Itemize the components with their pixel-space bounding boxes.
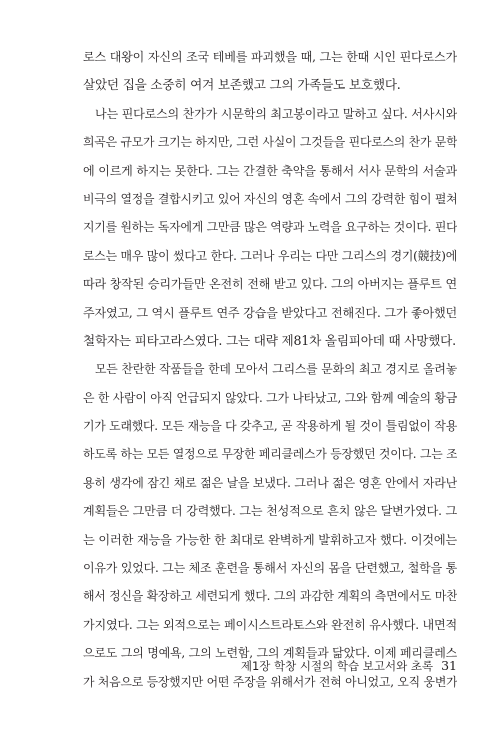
text-line: 희곡은 규모가 크기는 하지만, 그런 사실이 그것들을 핀다로스의 찬가 문학 <box>83 135 457 150</box>
text-line: 기가 도래했다. 모든 재능을 다 갖추고, 곧 작용하게 될 것이 틀림없이 작용 <box>83 419 457 434</box>
text-line: 하도록 하는 모든 열정으로 무장한 페리클레스가 등장했던 것이다. 그는 조 <box>83 447 457 462</box>
text-line: 철학자는 피타고라스였다. 그는 대략 제81차 올림피아데 때 사망했다. <box>83 332 456 348</box>
text-line: 살았던 집을 소중히 여겨 보존했고 그의 가족들도 보호했다. <box>83 77 401 93</box>
text-line: 로스 대왕이 자신의 조국 테베를 파괴했을 때, 그는 한때 시인 핀다로스가 <box>83 50 457 64</box>
text-line: 비극의 열정을 결합시키고 있어 자신의 영혼 속에서 그의 강력한 힘이 펼쳐 <box>83 191 457 206</box>
text-line: 가지였다. 그는 외적으로는 페이시스트라토스와 완전히 유사했다. 내면적 <box>83 617 457 632</box>
running-footer <box>83 655 457 677</box>
text-line: 으로도 그의 명예욕, 그의 노련함, 그의 계획들과 닮았다. 이제 페리클레스 <box>83 646 457 661</box>
text-line: 모든 찬란한 작품들을 한데 모아서 그리스를 문화의 최고 경지로 올려놓 <box>95 362 457 377</box>
text-line: 나는 핀다로스의 찬가가 시문학의 최고봉이라고 말하고 싶다. 서사시와 <box>95 106 457 121</box>
text-line: 지기를 원하는 독자에게 그만큼 많은 역량과 노력을 요구하는 것이다. 핀다 <box>83 220 457 235</box>
text-line: 이유가 있었다. 그는 체조 훈련을 통해서 자신의 몸을 단련했고, 철학을 통 <box>83 561 457 576</box>
chapter-title: 제1장 학창 시절의 학습 보고서와 초록 <box>240 659 434 673</box>
text-line: 은 한 사람이 아직 언급되지 않았다. 그가 나타났고, 그와 함께 예술의 황금 <box>83 390 457 405</box>
text-line: 로스는 매우 많이 썼다고 한다. 그러나 우리는 다만 그리스의 경기(競技)에 <box>83 248 457 263</box>
text-line: 해서 정신을 확장하고 세련되게 했다. 그의 과감한 계획의 측면에서도 마찬 <box>83 589 457 604</box>
text-line: 따라 창작된 승리가들만 온전히 전해 받고 있다. 그의 아버지는 플루트 연 <box>83 277 457 292</box>
text-line: 주자였고, 그 역시 플루트 연주 강습을 받았다고 전해진다. 그가 좋아했던 <box>83 305 457 320</box>
text-line: 는 이러한 재능을 가능한 한 최대로 완벽하게 발휘하고자 했다. 이것에는 <box>83 532 457 547</box>
body-text <box>83 43 457 696</box>
page-number: 31 <box>441 658 457 673</box>
text-line: 가 처음으로 등장했지만 어떤 주장을 위해서가 전혀 아니었고, 오직 웅변가 <box>83 674 457 689</box>
text-line: 에 이르게 하지는 못한다. 그는 간결한 축약을 통해서 서사 문학의 서술과 <box>83 163 457 178</box>
text-line: 계획들은 그만큼 더 강력했다. 그는 천성적으로 흔치 않은 달변가였다. 그 <box>83 504 457 519</box>
text-line: 용히 생각에 잠긴 채로 젊은 날을 보냈다. 그러나 젊은 영혼 안에서 자라난 <box>83 475 457 490</box>
